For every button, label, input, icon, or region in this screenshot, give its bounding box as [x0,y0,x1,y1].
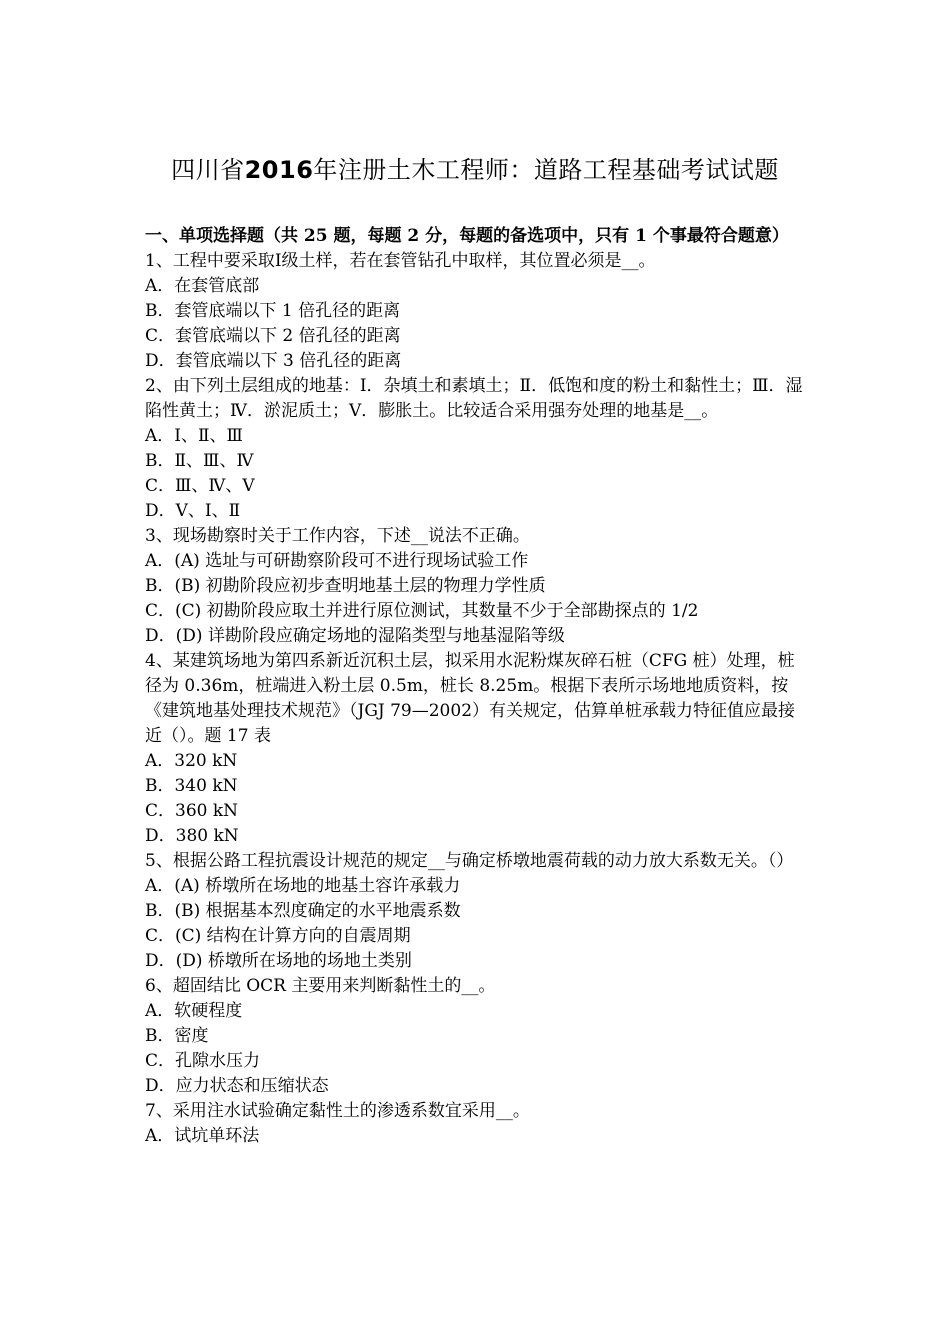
option-c: C．(C) 结构在计算方向的自震周期 [145,926,411,946]
option-c: C．套管底端以下 2 倍孔径的距离 [145,326,401,346]
option-d: D．套管底端以下 3 倍孔径的距离 [145,351,402,371]
question-stem: 6、超固结比 OCR 主要用来判断黏性土的__。 [145,976,496,996]
option-b: B．(B) 根据基本烈度确定的水平地震系数 [145,901,461,921]
option-a: A．Ⅰ、Ⅱ、Ⅲ [145,426,243,446]
option-a: A．在套管底部 [145,276,260,296]
option-a: A．320 kN [145,751,238,771]
option-a: A．试坑单环法 [145,1126,260,1146]
title-suffix: 年注册土木工程师：道路工程基础考试试题 [313,156,779,184]
question-7 [145,1099,810,1149]
option-a: A．软硬程度 [145,1001,243,1021]
question-5 [145,849,810,974]
option-b: B．套管底端以下 1 倍孔径的距离 [145,301,401,321]
title-prefix: 四川省 [171,156,245,184]
option-d: D．Ⅴ、Ⅰ、Ⅱ [145,501,241,521]
option-a: A．(A) 桥墩所在场地的地基土容许承载力 [145,876,461,896]
option-d: D．应力状态和压缩状态 [145,1076,329,1096]
question-stem: 1、工程中要采取Ⅰ级土样，若在套管钻孔中取样，其位置必须是__。 [145,251,656,271]
option-b: B．Ⅱ、Ⅲ、Ⅳ [145,451,254,471]
page-title [0,150,950,185]
question-3 [145,524,810,649]
question-stem: 5、根据公路工程抗震设计规范的规定__与确定桥墩地震荷载的动力放大系数无关。（） [145,851,794,871]
option-c: C．(C) 初勘阶段应取土并进行原位测试，其数量不少于全部勘探点的 1/2 [145,601,699,621]
question-list [145,224,810,1149]
title-year: 2016 [244,156,314,184]
question-stem: 2、由下列土层组成的地基：Ⅰ．杂填土和素填土；Ⅱ．低饱和度的粉土和黏性土；Ⅲ．湿陷性黄土；Ⅳ．淤泥质土；Ⅴ．膨胀土。比较适合采用强夯处理的地基是__。 [145,376,803,421]
question-2 [145,374,810,524]
option-c: C．Ⅲ、Ⅳ、Ⅴ [145,476,255,496]
question-4 [145,649,810,849]
option-d: D．(D) 桥墩所在场地的场地土类别 [145,951,412,971]
option-b: B．(B) 初勘阶段应初步查明地基土层的物理力学性质 [145,576,546,596]
option-d: D．(D) 详勘阶段应确定场地的湿陷类型与地基湿陷等级 [145,626,565,646]
option-c: C．孔隙水压力 [145,1051,261,1071]
option-d: D．380 kN [145,826,239,846]
question-1 [145,249,810,374]
option-b: B．340 kN [145,776,238,796]
option-b: B．密度 [145,1026,209,1046]
section-heading: 一、单项选择题（共 25 题，每题 2 分，每题的备选项中，只有 1 个事最符合题意） [145,226,789,246]
option-c: C．360 kN [145,801,239,821]
option-a: A．(A) 选址与可研勘察阶段可不进行现场试验工作 [145,551,529,571]
question-6 [145,974,810,1099]
question-stem: 3、现场勘察时关于工作内容，下述__说法不正确。 [145,526,530,546]
question-stem: 7、采用注水试验确定黏性土的渗透系数宜采用__。 [145,1101,530,1121]
question-stem: 4、某建筑场地为第四系新近沉积土层，拟采用水泥粉煤灰碎石桩（CFG 桩）处理，桩径为 0.36m，桩端进入粉土层 0.5m，桩长 8.25m。根据下表所示场地地质资料，按《建筑地基处理技术规范》（JGJ 79—2002）有关规定，估算单桩承载力特征值应最接近（）。题 17 表 [145,651,796,746]
